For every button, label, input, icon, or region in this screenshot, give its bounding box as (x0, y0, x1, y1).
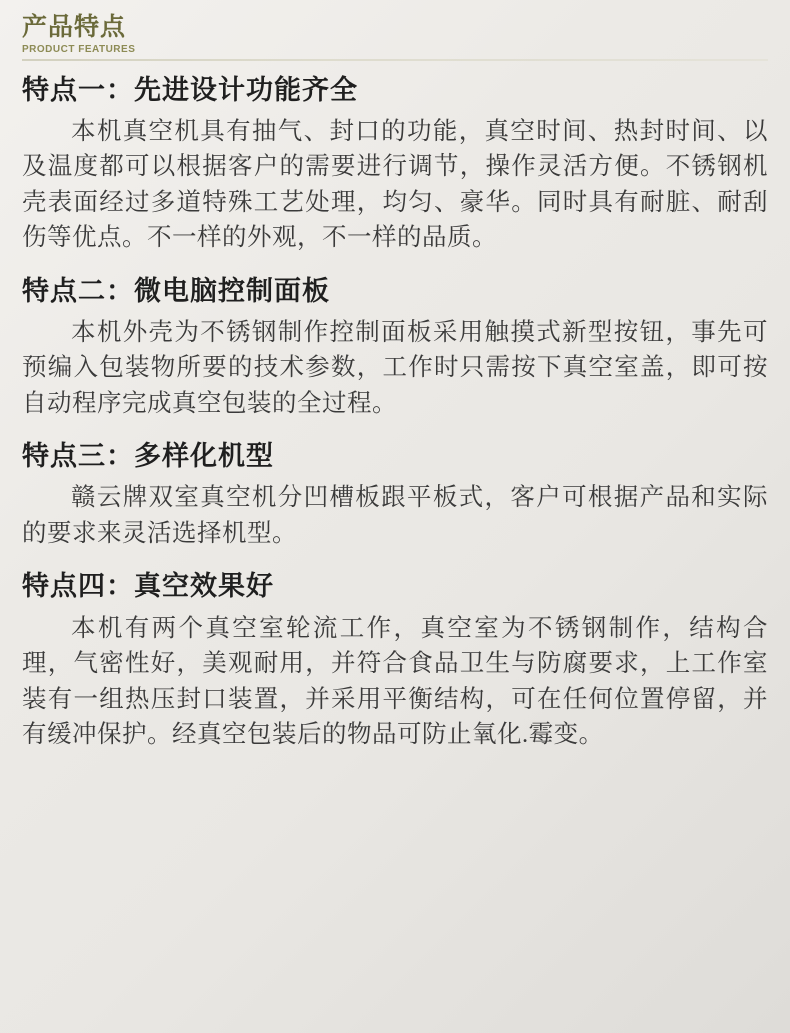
feature-section-2 (22, 274, 768, 422)
feature-section-3 (22, 439, 768, 551)
feature-title-1: 特点一：先进设计功能齐全 (22, 74, 358, 105)
feature-body-1: 本机真空机具有抽气、封口的功能，真空时间、热封时间、以及温度都可以根据客户的需要进行调节，操作灵活方便。不锈钢机壳表面经过多道特殊工艺处理，均匀、豪华。同时具有耐脏、耐刮伤等优点。不一样的外观，不一样的品质。 (22, 117, 768, 252)
feature-title-2: 特点二：微电脑控制面板 (22, 275, 330, 306)
feature-section-4 (22, 569, 768, 752)
feature-title-4: 特点四：真空效果好 (22, 571, 274, 602)
header-divider (22, 59, 768, 61)
feature-section-1 (22, 73, 768, 256)
feature-body-2: 本机外壳为不锈钢制作控制面板采用触摸式新型按钮，事先可预编入包装物所要的技术参数，工作时只需按下真空室盖，即可按自动程序完成真空包装的全过程。 (22, 318, 768, 417)
feature-title-3: 特点三：多样化机型 (22, 441, 274, 472)
feature-body-4: 本机有两个真空室轮流工作，真空室为不锈钢制作，结构合理，气密性好，美观耐用，并符合食品卫生与防腐要求，上工作室装有一组热压封口装置，并采用平衡结构，可在任何位置停留，并有缓冲保护。经真空包装后的物品可防止氧化.霉变。 (22, 614, 768, 749)
page-title-cn: 产品特点 (22, 13, 127, 41)
feature-body-3: 赣云牌双室真空机分凹槽板跟平板式，客户可根据产品和实际的要求来灵活选择机型。 (22, 484, 768, 547)
page-header (22, 14, 768, 61)
page-title-en: PRODUCT FEATURES (22, 43, 136, 55)
